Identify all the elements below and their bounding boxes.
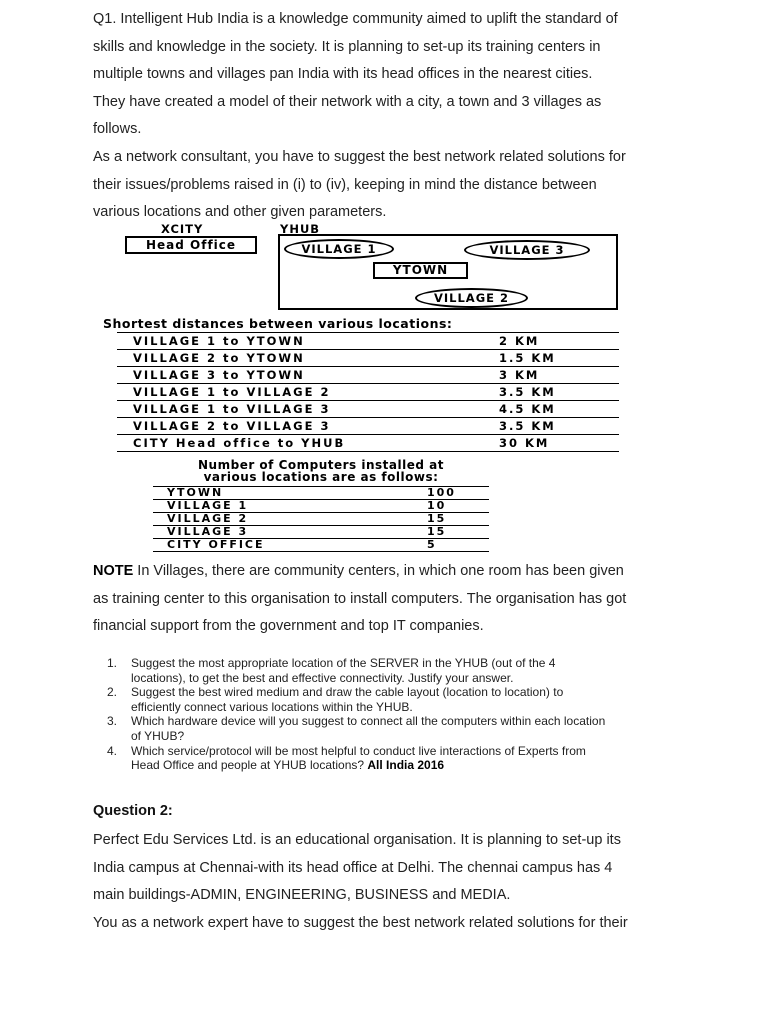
route-cell: VILLAGE 2 to YTOWN [117, 350, 499, 367]
route-cell: VILLAGE 1 to YTOWN [117, 333, 499, 350]
text-line: Suggest the most appropriate location of the SERVER in the YHUB (out of the 4 [131, 656, 556, 670]
q1-paragraph [93, 6, 673, 227]
list-number: 4. [107, 743, 118, 758]
text-line: skills and knowledge in the society. It is planning to set-up its training centers in [93, 38, 601, 55]
table-row [117, 384, 619, 401]
text-line: of YHUB? [131, 728, 185, 743]
count-cell: 100 [427, 487, 489, 500]
distance-cell: 30 KM [499, 435, 619, 452]
route-cell: VILLAGE 1 to VILLAGE 3 [117, 401, 499, 418]
table-row [117, 435, 619, 452]
computers-title [146, 459, 496, 483]
list-item [93, 714, 673, 743]
text-line: India campus at Chennai-with its head office at Delhi. The chennai campus has 4 [93, 859, 613, 876]
head-office-box [125, 236, 257, 254]
text-line: as training center to this organisation to install computers. The organisation has got [93, 590, 627, 607]
text-line: As a network consultant, you have to suggest the best network related solutions for [93, 148, 626, 165]
table-row [117, 418, 619, 435]
location-cell: YTOWN [153, 487, 427, 500]
list-item [93, 685, 673, 714]
distance-cell: 4.5 KM [499, 401, 619, 418]
village-3-oval: VILLAGE 3 [464, 240, 590, 260]
list-number: 3. [107, 714, 118, 729]
distance-cell: 3.5 KM [499, 384, 619, 401]
count-cell: 10 [427, 500, 489, 513]
location-cell: VILLAGE 3 [153, 526, 427, 539]
table-row [153, 539, 489, 552]
text-line: locations), to get the best and effective connectivity. Justify your answer. [131, 670, 514, 685]
ytown-box: YTOWN [373, 262, 468, 279]
location-cell: CITY OFFICE [153, 539, 427, 552]
count-cell: 15 [427, 513, 489, 526]
text-line: Q1. Intelligent Hub India is a knowledge community aimed to uplift the standard of [93, 11, 618, 27]
xcity-label: XCITY [161, 222, 204, 236]
table-row [117, 401, 619, 418]
route-cell: VILLAGE 1 to VILLAGE 2 [117, 384, 499, 401]
distance-cell: 3.5 KM [499, 418, 619, 435]
note-paragraph [93, 558, 673, 641]
text-line: Number of Computers installed at [198, 458, 444, 472]
table-row [153, 526, 489, 539]
text-line: main buildings-ADMIN, ENGINEERING, BUSINESS and MEDIA. [93, 887, 511, 904]
text-line: efficiently connect various locations within the YHUB. [131, 699, 413, 714]
text-line: various locations are as follows: [203, 470, 439, 484]
exam-tag: All India 2016 [367, 758, 445, 773]
computers-table [153, 486, 489, 552]
location-cell: VILLAGE 1 [153, 500, 427, 513]
text-line: You as a network expert have to suggest the best network related solutions for their [93, 914, 628, 931]
text-line: Head Office and people at YHUB locations? [131, 758, 368, 773]
list-number: 2. [107, 685, 118, 700]
head-office-label: Head Office [145, 238, 237, 252]
text-line: various locations and other given parameters. [93, 204, 387, 221]
text-line: Perfect Edu Services Ltd. is an educational organisation. It is planning to set-up its [93, 832, 621, 848]
distance-cell: 3 KM [499, 367, 619, 384]
distance-cell: 1.5 KM [499, 350, 619, 367]
distances-table [117, 332, 619, 452]
list-number: 1. [107, 656, 118, 670]
village-2-oval: VILLAGE 2 [415, 288, 528, 308]
table-row [117, 350, 619, 367]
q2-paragraph [93, 827, 673, 937]
text-line: their issues/problems raised in (i) to (iv), keeping in mind the distance between [93, 176, 597, 193]
route-cell: VILLAGE 2 to VILLAGE 3 [117, 418, 499, 435]
route-cell: CITY Head office to YHUB [117, 435, 499, 452]
yhub-label: YHUB [280, 222, 321, 236]
note-label: NOTE [93, 563, 134, 579]
text-line: follows. [93, 121, 142, 138]
question-list [93, 656, 673, 773]
network-figure [100, 222, 630, 552]
count-cell: 5 [427, 539, 489, 552]
table-row [153, 513, 489, 526]
text-line: Which hardware device will you suggest to connect all the computers within each location [131, 714, 606, 729]
village-1-oval: VILLAGE 1 [284, 239, 394, 259]
text-line: Suggest the best wired medium and draw the cable layout (location to location) to [131, 685, 564, 700]
route-cell: VILLAGE 3 to YTOWN [117, 367, 499, 384]
distance-cell: 2 KM [499, 333, 619, 350]
table-row [153, 500, 489, 513]
text-line: They have created a model of their network with a city, a town and 3 villages as [93, 93, 602, 110]
question-2-heading: Question 2: [93, 803, 173, 819]
list-item [93, 656, 673, 685]
text-line: Which service/protocol will be most helpful to conduct live interactions of Experts from [131, 743, 586, 758]
count-cell: 15 [427, 526, 489, 539]
table-row [153, 487, 489, 500]
table-row [117, 367, 619, 384]
text-line: multiple towns and villages pan India with its head offices in the nearest cities. [93, 66, 593, 83]
table-row [117, 333, 619, 350]
text-line: In Villages, there are community centers, in which one room has been given [133, 563, 624, 579]
list-item [93, 744, 673, 773]
text-line: financial support from the government and top IT companies. [93, 618, 484, 635]
distances-title: Shortest distances between various locations: [103, 316, 453, 331]
location-cell: VILLAGE 2 [153, 513, 427, 526]
